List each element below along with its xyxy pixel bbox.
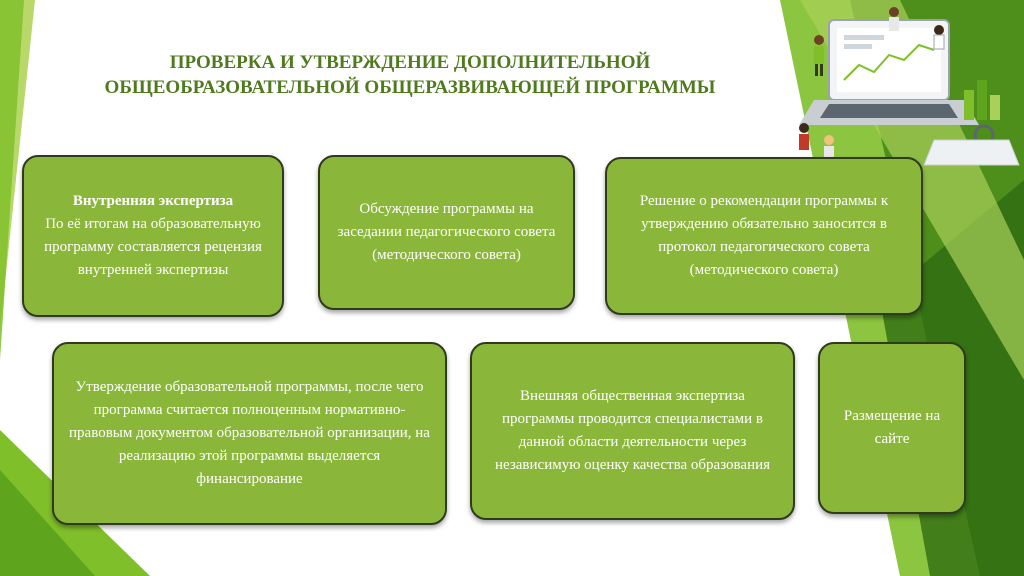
- card-program-approval: [52, 342, 447, 525]
- card-external-expertise: [470, 342, 795, 520]
- card-text: Утверждение образовательной программы, после чего программа считается полноценным нормативно-правовым документом образовательной организации, на реализацию этой программы выделяется финансирование: [69, 379, 430, 487]
- card-heading: Внутренняя экспертиза: [72, 193, 234, 209]
- card-council-discussion: [318, 155, 575, 310]
- slide-title: ПРОВЕРКА И УТВЕРЖДЕНИЕ ДОПОЛНИТЕЛЬНОЙ ОБЩЕОБРАЗОВАТЕЛЬНОЙ ОБЩЕРАЗВИВАЮЩЕЙ ПРОГРАММЫ: [104, 52, 716, 98]
- card-text: Внешняя общественная экспертиза программы проводится специалистами в данной области деятельности через независимую оценку качества образования: [494, 388, 771, 473]
- laptop-people-illustration: [774, 0, 1024, 180]
- card-recommendation-decision: [605, 157, 923, 315]
- card-text: Размещение на сайте: [843, 408, 941, 447]
- card-text: По её итогам на образовательную программу составляется рецензия внутренней экспертизы: [44, 216, 262, 278]
- card-text: Обсуждение программы на заседании педагогического совета (методического совета): [337, 201, 556, 263]
- card-site-publication: [818, 342, 966, 514]
- card-internal-expertise: [22, 155, 284, 317]
- card-text: Решение о рекомендации программы к утверждению обязательно заносится в протокол педагогического совета (методического совета): [639, 193, 889, 278]
